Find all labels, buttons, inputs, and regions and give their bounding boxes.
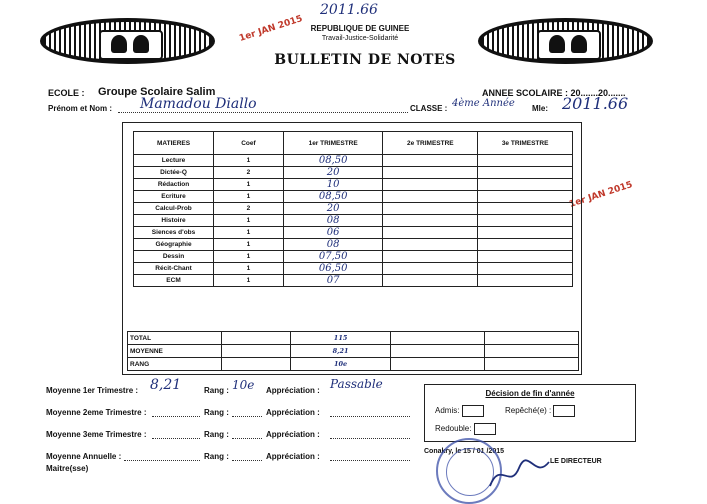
coef-cell: 1 xyxy=(214,191,284,203)
subject-cell: Dessin xyxy=(134,251,214,263)
coef-cell: 2 xyxy=(214,203,284,215)
coef-cell: 1 xyxy=(214,155,284,167)
trimestre-3-cell xyxy=(478,263,573,275)
trimestre-3-cell xyxy=(478,239,573,251)
rang-t1-value: 10e xyxy=(232,378,255,392)
document-number: 2011.66 xyxy=(320,2,378,18)
trimestre-2-cell xyxy=(383,167,478,179)
nom-line xyxy=(118,112,408,113)
trimestre-1-cell: 20 xyxy=(283,203,383,215)
repeche-checkbox[interactable] xyxy=(553,405,575,417)
moyenne-t3-label: Moyenne 3eme Trimestre : xyxy=(46,430,147,439)
appreciation-t1-value: Passable xyxy=(330,377,383,391)
grade-row xyxy=(134,215,573,227)
nom-value: Mamadou Diallo xyxy=(140,96,257,112)
trimestre-1-cell: 08,50 xyxy=(283,155,383,167)
coef-cell: 2 xyxy=(214,167,284,179)
trimestre-1-cell: 06,50 xyxy=(283,263,383,275)
trimestre-2-cell xyxy=(383,215,478,227)
rang-t3-line xyxy=(232,438,262,439)
ecole-label: ECOLE : xyxy=(48,88,85,98)
coef-cell: 1 xyxy=(214,215,284,227)
moyenne-value: 8,21 xyxy=(291,345,390,358)
rang-label: RANG xyxy=(128,358,222,371)
grades-table xyxy=(133,131,573,287)
coef-cell: 1 xyxy=(214,263,284,275)
subject-cell: Récit-Chant xyxy=(134,263,214,275)
grades-header-row xyxy=(134,132,573,155)
trimestre-2-cell xyxy=(383,179,478,191)
header-trimestre-1: 1er TRIMESTRE xyxy=(283,132,383,155)
admis-label: Admis: xyxy=(435,406,460,416)
classe-label: CLASSE : xyxy=(410,104,448,113)
redouble-label: Redouble: xyxy=(435,424,472,434)
decision-title: Décision de fin d'année xyxy=(485,389,575,398)
rang-value: 10e xyxy=(291,358,390,371)
rang-t2-line xyxy=(232,416,262,417)
trimestre-3-cell xyxy=(478,155,573,167)
repeche-row xyxy=(505,405,575,417)
moyenne-t2-label: Moyenne 2eme Trimestre : xyxy=(46,408,147,417)
moyenne-t1-label: Moyenne 1er Trimestre : xyxy=(46,386,139,395)
subject-cell: Siences d'obs xyxy=(134,227,214,239)
redouble-row xyxy=(435,423,496,435)
republic-header: REPUBLIQUE DE GUINEE xyxy=(310,24,410,33)
trimestre-2-cell xyxy=(383,203,478,215)
total-row xyxy=(128,332,579,345)
rang-annuel-line xyxy=(232,460,262,461)
trimestre-3-cell xyxy=(478,227,573,239)
grades-frame xyxy=(122,122,582,375)
trimestre-3-cell xyxy=(478,215,573,227)
trimestre-3-cell xyxy=(478,275,573,287)
redouble-checkbox[interactable] xyxy=(474,423,496,435)
header-trimestre-3: 3e TRIMESTRE xyxy=(478,132,573,155)
trimestre-1-cell: 08 xyxy=(283,215,383,227)
trimestre-3-cell xyxy=(478,251,573,263)
grade-row xyxy=(134,155,573,167)
trimestre-2-cell xyxy=(383,191,478,203)
rang-annuel-label: Rang : xyxy=(204,452,229,461)
mle-value: 2011.66 xyxy=(562,94,629,113)
trimestre-3-cell xyxy=(478,167,573,179)
trimestre-1-cell: 08,50 xyxy=(283,191,383,203)
lieu-date: Conakry, le 15 / 01 /2015 xyxy=(424,448,505,455)
grade-row xyxy=(134,191,573,203)
total-label: TOTAL xyxy=(128,332,222,345)
classe-value: 4ème Année xyxy=(452,98,515,109)
subject-cell: Calcul-Prob xyxy=(134,203,214,215)
moyenne-t2-line xyxy=(152,416,200,417)
repeche-label: Repêché(e) : xyxy=(505,406,552,416)
coef-cell: 1 xyxy=(214,179,284,191)
grade-row xyxy=(134,251,573,263)
coef-cell: 1 xyxy=(214,239,284,251)
grade-row xyxy=(134,227,573,239)
grade-row xyxy=(134,167,573,179)
rang-t2-label: Rang : xyxy=(204,408,229,417)
moyenne-row xyxy=(128,345,579,358)
maitre-label: Maitre(sse) xyxy=(46,464,89,473)
trimestre-3-cell xyxy=(478,203,573,215)
appreciation-annuelle-line xyxy=(330,460,410,461)
trimestre-2-cell xyxy=(383,239,478,251)
subject-cell: Ecriture xyxy=(134,191,214,203)
grade-row xyxy=(134,275,573,287)
moyenne-annuelle-label: Moyenne Annuelle : xyxy=(46,452,122,461)
trimestre-1-cell: 20 xyxy=(283,167,383,179)
moyenne-t1-value: 8,21 xyxy=(150,377,182,393)
trimestre-2-cell xyxy=(383,227,478,239)
annee-scolaire: ANNEE SCOLAIRE : 20.......20....... xyxy=(482,88,626,98)
appreciation-t3-label: Appréciation : xyxy=(266,430,320,439)
moyenne-label: MOYENNE xyxy=(128,345,222,358)
trimestre-1-cell: 08 xyxy=(283,239,383,251)
moyenne-t3-line xyxy=(152,438,200,439)
grade-row xyxy=(134,203,573,215)
subject-cell: ECM xyxy=(134,275,214,287)
trimestre-1-cell: 06 xyxy=(283,227,383,239)
rang-t1-label: Rang : xyxy=(204,386,229,395)
subject-cell: Lecture xyxy=(134,155,214,167)
trimestre-3-cell xyxy=(478,191,573,203)
trimestre-2-cell xyxy=(383,251,478,263)
appreciation-t2-label: Appréciation : xyxy=(266,408,320,417)
total-value: 115 xyxy=(291,332,390,345)
trimestre-1-cell: 10 xyxy=(283,179,383,191)
appreciation-t2-line xyxy=(330,416,410,417)
nom-label: Prénom et Nom : xyxy=(48,104,113,113)
director-signature xyxy=(485,450,555,496)
grade-row xyxy=(134,239,573,251)
subject-cell: Histoire xyxy=(134,215,214,227)
coef-cell: 1 xyxy=(214,275,284,287)
appreciation-annuelle-label: Appréciation : xyxy=(266,452,320,461)
coef-cell: 1 xyxy=(214,251,284,263)
trimestre-1-cell: 07,50 xyxy=(283,251,383,263)
trimestre-1-cell: 07 xyxy=(283,275,383,287)
mle-label: Mle: xyxy=(532,104,548,113)
appreciation-t3-line xyxy=(330,438,410,439)
rang-t3-label: Rang : xyxy=(204,430,229,439)
subject-cell: Dictée-Q xyxy=(134,167,214,179)
date-stamp-side: 1er JAN 2015 xyxy=(568,180,634,210)
subject-cell: Rédaction xyxy=(134,179,214,191)
trimestre-2-cell xyxy=(383,263,478,275)
ecole-value: Groupe Scolaire Salim xyxy=(98,86,216,98)
directeur-label: LE DIRECTEUR xyxy=(550,458,602,465)
trimestre-2-cell xyxy=(383,275,478,287)
appreciation-t1-label: Appréciation : xyxy=(266,386,320,395)
header-coef: Coef xyxy=(214,132,284,155)
motto: Travail-Justice-Solidarité xyxy=(321,35,399,42)
school-logo-left xyxy=(40,18,215,64)
admis-checkbox[interactable] xyxy=(462,405,484,417)
header-trimestre-2: 2e TRIMESTRE xyxy=(383,132,478,155)
grade-row xyxy=(134,179,573,191)
rang-row xyxy=(128,358,579,371)
totals-table xyxy=(127,331,579,371)
document-title: BULLETIN DE NOTES xyxy=(274,52,456,68)
header-matieres: MATIERES xyxy=(134,132,214,155)
trimestre-2-cell xyxy=(383,155,478,167)
moyenne-annuelle-line xyxy=(124,460,200,461)
grade-row xyxy=(134,263,573,275)
date-stamp-top: 1er JAN 2015 xyxy=(238,14,304,44)
decision-box xyxy=(424,384,636,442)
trimestre-3-cell xyxy=(478,179,573,191)
admis-row xyxy=(435,405,484,417)
coef-cell: 1 xyxy=(214,227,284,239)
school-logo-right xyxy=(478,18,653,64)
subject-cell: Géographie xyxy=(134,239,214,251)
